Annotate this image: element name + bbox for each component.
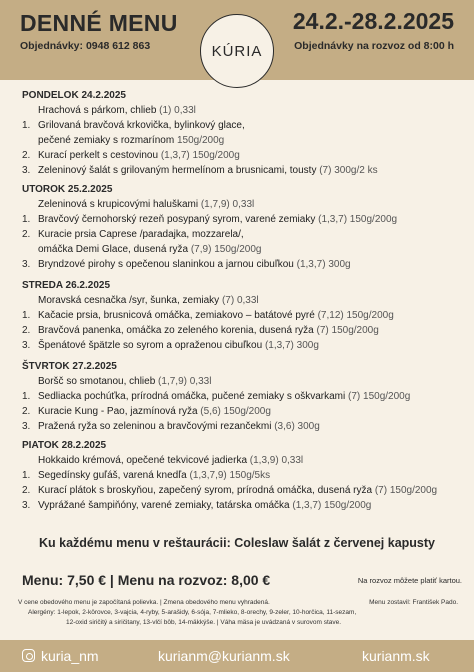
card-payment-note: Na rozvoz môžete platiť kartou. [357, 576, 462, 585]
item-number: 3. [22, 421, 31, 432]
coleslaw-promo: Ku každému menu v reštaurácii: Coleslaw šalát z červenej kapusty [39, 536, 435, 550]
dish-name: Vyprážané šampiňóny, varené zemiaky, tatárska omáčka [38, 500, 290, 511]
menu-item-line [22, 163, 462, 178]
menu-item-line [22, 257, 462, 272]
dish-name: Pražená ryža so zeleninou a bravčovými rezančekmi [38, 421, 272, 432]
item-number: 3. [22, 500, 31, 511]
dish-allergens-weight: (7) 300g/2 ks [316, 165, 378, 176]
menu-notes [18, 598, 458, 628]
soup-allergens-volume: (1,3,9) 0,33l [247, 455, 304, 466]
dish-allergens-weight: (1,3,7) 300g [262, 340, 319, 351]
day-heading: STREDA 26.2.2025 [22, 280, 111, 291]
dish-name: pečené zemiaky s rozmarínom [38, 135, 175, 146]
day-heading: ŠTVRTOK 27.2.2025 [22, 361, 117, 372]
dish-allergens-weight: (1,3,7) 150g/200g [289, 500, 372, 511]
menu-item-line [22, 389, 462, 404]
dish-allergens-weight: (7) 150g/200g [313, 325, 379, 336]
menu-item-line [22, 242, 462, 257]
soup-allergens-volume: (7) 0,33l [219, 295, 259, 306]
soup-name: Hrachová s párkom, chlieb [38, 105, 157, 116]
price-row [22, 572, 462, 590]
soup-line [22, 197, 462, 212]
menu-item-line [22, 212, 462, 227]
item-number: 1. [22, 470, 31, 481]
menu-item-line [22, 133, 462, 148]
website-link[interactable]: kurianm.sk [362, 648, 430, 664]
day-heading: PIATOK 28.2.2025 [22, 440, 107, 451]
soup-line [22, 374, 462, 389]
menu-item-line [22, 227, 462, 242]
dish-allergens-weight: (7,9) 150g/200g [188, 244, 262, 255]
soup-line [22, 103, 462, 118]
day-spacer [22, 80, 462, 88]
soup-name: Moravská cesnačka /syr, šunka, zemiaky [38, 295, 220, 306]
menu-content [22, 80, 462, 513]
delivery-orders-time: Objednávky na rozvoz od 8:00 h [294, 40, 454, 52]
dish-name: Zeleninový šalát s grilovaným hermelínom a brusnicami, tousty [38, 165, 317, 176]
menu-item-line [22, 118, 462, 133]
menu-item-line [22, 468, 462, 483]
footer-band [0, 640, 474, 672]
dish-allergens-weight: (3,6) 300g [271, 421, 320, 432]
dish-allergens-weight: (7) 150g/200g [345, 391, 411, 402]
item-number: 3. [22, 259, 31, 270]
dish-allergens-weight: (7,12) 150g/200g [314, 310, 394, 321]
soup-allergens-volume: (1,7,9) 0,33l [198, 199, 255, 210]
day-heading: UTOROK 25.2.2025 [22, 184, 113, 195]
soup-included-note: V cene obedového menu je započítaná polievka. | Zmena obedového menu vyhradená. [18, 599, 270, 606]
soup-line [22, 453, 462, 468]
date-range: 24.2.-28.2.2025 [292, 8, 454, 34]
dish-name: Bravčová panenka, omáčka zo zeleného korenia, dusená ryža [38, 325, 314, 336]
menu-title: DENNÉ MENU [20, 10, 178, 36]
menu-item-line [22, 323, 462, 338]
soup-allergens-volume: (1) 0,33l [156, 105, 196, 116]
item-number: 2. [22, 325, 31, 336]
item-number: 2. [22, 406, 31, 417]
dish-name: omáčka Demi Glace, dusená ryža [38, 244, 189, 255]
dish-name: Bravčový černohorský rezeň posypaný syrom, varené zemiaky [38, 214, 316, 225]
menu-item-line [22, 498, 462, 513]
item-number: 1. [22, 391, 31, 402]
dish-allergens-weight: (1,3,7) 300g [293, 259, 351, 270]
order-phone: Objednávky: 0948 612 863 [20, 40, 151, 52]
instagram-handle: kuria_nm [41, 648, 99, 664]
menu-item-line [22, 404, 462, 419]
dish-name: Segedínsky guľáš, varená knedľa [38, 470, 187, 481]
dish-name: Sedliacka pochúťka, prírodná omáčka, pučené zemiaky s oškvarkami [38, 391, 346, 402]
allergens-line-2: 12-oxid siričitý a siričitany, 13-vlčí bôb, 14-mäkkýše. | Váha mäsa je uvádzaná v surovom stave. [66, 619, 342, 626]
soup-name: Hokkaido krémová, opečené tekvicové jadierka [38, 455, 247, 466]
email-link[interactable]: kurianm@kurianm.sk [158, 648, 290, 664]
dish-name: Grilovaná bravčová krkovička, bylinkový glace, [38, 120, 245, 131]
menu-item-line [22, 419, 462, 434]
menu-item-line [22, 308, 462, 323]
menu-item-line [22, 148, 462, 163]
item-number: 1. [22, 214, 31, 225]
kuria-logo [200, 14, 274, 88]
item-number: 1. [22, 120, 31, 131]
soup-name: Boršč so smotanou, chlieb [38, 376, 156, 387]
item-number: 1. [22, 310, 31, 321]
menu-prices: Menu: 7,50 € | Menu na rozvoz: 8,00 € [22, 572, 271, 588]
menu-author: Menu zostavil: František Pado. [369, 599, 458, 606]
item-number: 3. [22, 165, 31, 176]
day-heading: PONDELOK 24.2.2025 [22, 90, 126, 101]
dish-allergens-weight: (1,3,7,9) 150g/5ks [186, 470, 271, 481]
dish-allergens-weight: (7) 150g/200g [372, 485, 438, 496]
dish-name: Kačacie prsia, brusnicová omáčka, zemiakovo – batátové pyré [38, 310, 315, 321]
logo-text: KÚRIA [211, 42, 263, 60]
instagram-link[interactable] [22, 648, 99, 664]
dish-name: Kuracie prsia Caprese /paradajka, mozzarela/, [38, 229, 244, 240]
dish-name: Kurací perkelt s cestovinou [38, 150, 159, 161]
dish-name: Kuracie Kung - Pao, jazmínová ryža [38, 406, 198, 417]
soup-name: Zeleninová s krupicovými haluškami [38, 199, 199, 210]
instagram-icon [22, 649, 35, 662]
dish-name: Špenátové špätzle so syrom a opraženou cibuľkou [38, 340, 263, 351]
item-number: 2. [22, 150, 31, 161]
soup-line [22, 293, 462, 308]
dish-allergens-weight: (1,3,7) 150g/200g [315, 214, 398, 225]
menu-item-line [22, 483, 462, 498]
item-number: 2. [22, 485, 31, 496]
dish-allergens-weight: (1,3,7) 150g/200g [158, 150, 240, 161]
item-number: 2. [22, 229, 31, 240]
allergens-line-1: Alergény: 1-lepok, 2-kôrovce, 3-vajcia, 4-ryby, 5-arašidy, 6-sója, 7-mlieko, 8-orechy, 9-zeler, 10-horčica, 11-sezam, [28, 609, 357, 616]
dish-name: Bryndzové pirohy s opečenou slaninkou a jarnou cibuľkou [38, 259, 294, 270]
dish-name: Kurací plátok s broskyňou, zapečený syrom, prírodná omáčka, dusená ryža [38, 485, 373, 496]
soup-allergens-volume: (1,7,9) 0,33l [155, 376, 212, 387]
dish-allergens-weight: 150g/200g [174, 135, 225, 146]
menu-item-line [22, 338, 462, 353]
item-number: 3. [22, 340, 31, 351]
dish-allergens-weight: (5,6) 150g/200g [197, 406, 271, 417]
